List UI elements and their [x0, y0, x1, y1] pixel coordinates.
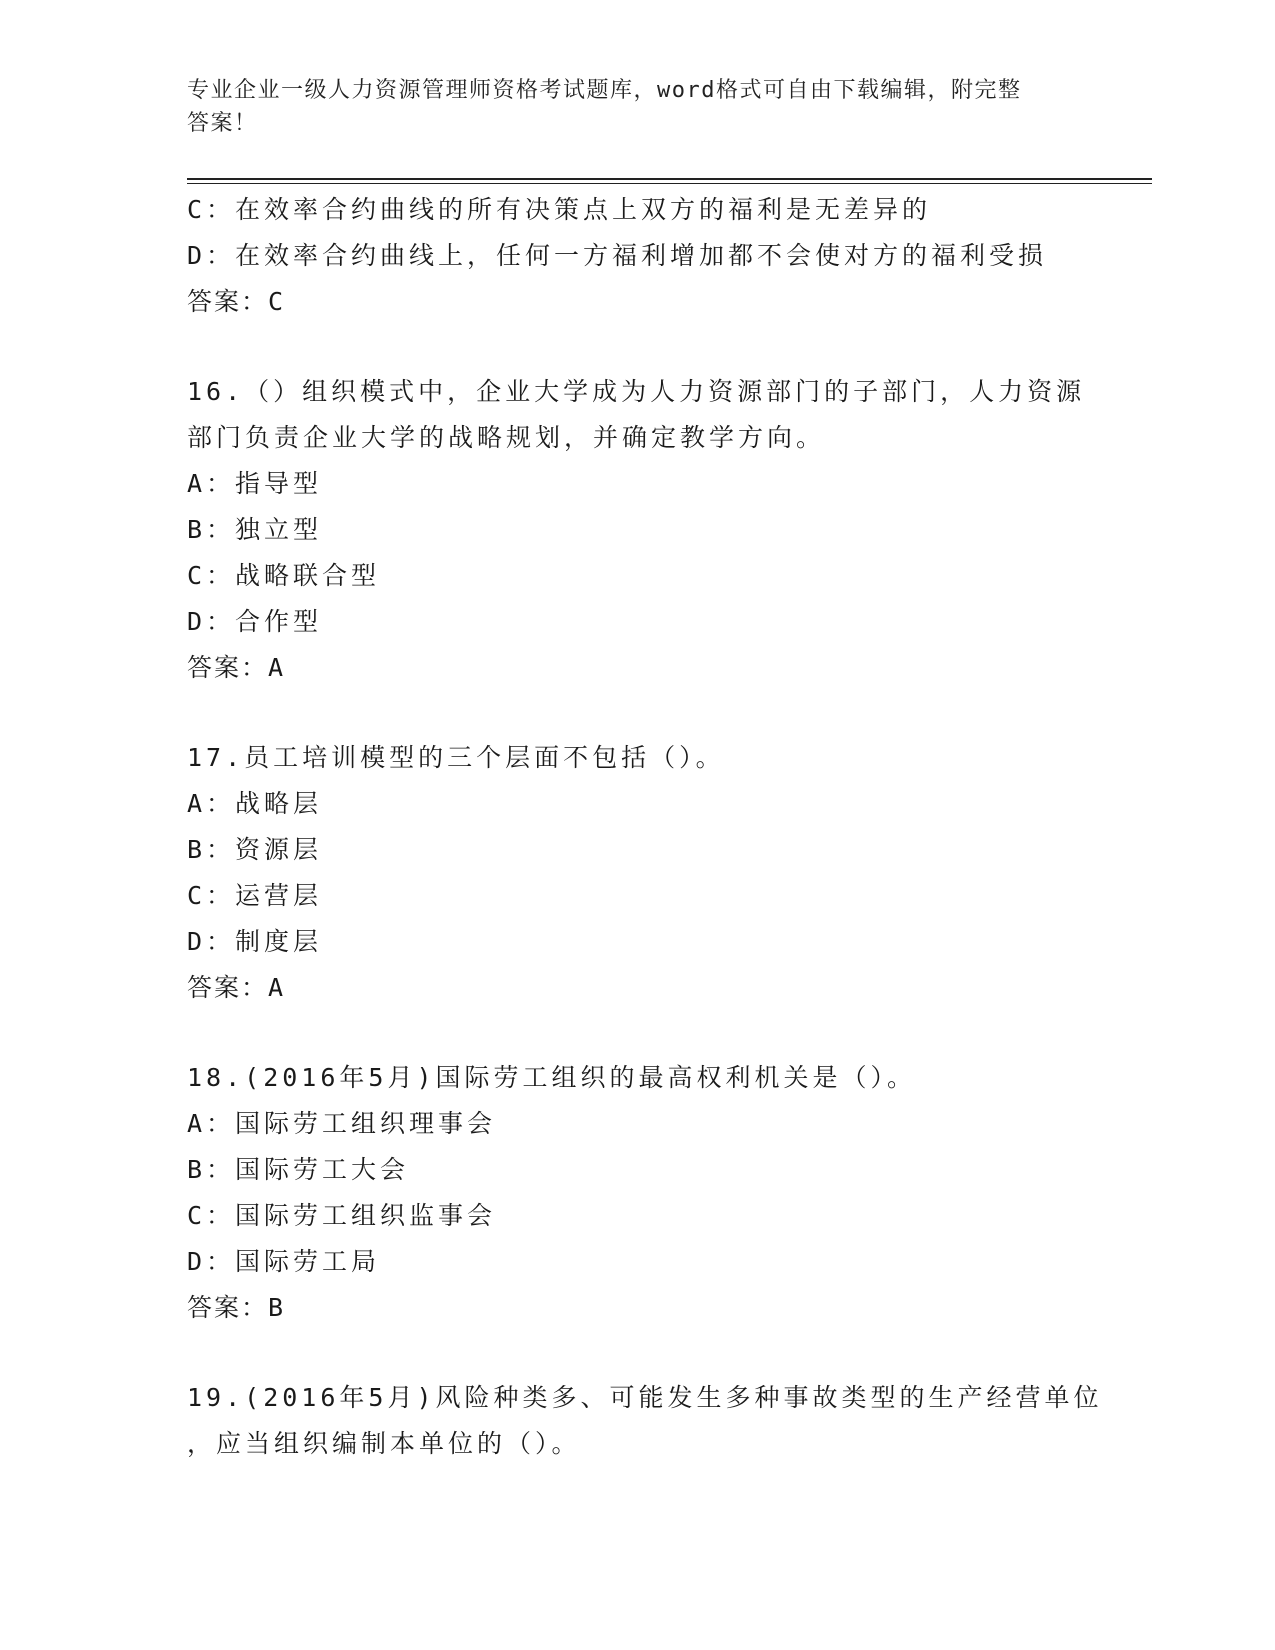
answer-line: 答案：A: [187, 973, 286, 1002]
option-c: C：国际劳工组织监事会: [187, 1201, 497, 1230]
option-d: D：国际劳工局: [187, 1247, 381, 1276]
option-b: B：资源层: [187, 835, 323, 864]
question-text-line: 部门负责企业大学的战略规划，并确定教学方向。: [187, 423, 826, 452]
header-line-2: 答案！: [187, 111, 258, 136]
header-rule-thick: [187, 178, 1152, 180]
option-d: D：合作型: [187, 607, 323, 636]
question-17: [187, 735, 1087, 1011]
option-c: C：运营层: [187, 881, 323, 910]
question-text-line: 18.(2016年5月)国际劳工组织的最高权利机关是（）。: [187, 1063, 917, 1092]
question-19: [187, 1375, 1103, 1467]
spacer: [187, 1011, 1087, 1055]
option-c: C：战略联合型: [187, 561, 381, 590]
spacer: [187, 325, 1087, 369]
question-text-line: 16.（）组织模式中，企业大学成为人力资源部门的子部门，人力资源: [187, 377, 1086, 406]
option-d: D：制度层: [187, 927, 323, 956]
answer-line: 答案：C: [187, 287, 286, 316]
option-b: B：国际劳工大会: [187, 1155, 410, 1184]
answer-line: 答案：B: [187, 1293, 286, 1322]
question-18: [187, 1055, 1087, 1331]
spacer: [187, 691, 1087, 735]
option-a: A：战略层: [187, 789, 323, 818]
question-16: [187, 369, 1087, 691]
option-c: C：在效率合约曲线的所有决策点上双方的福利是无差异的: [187, 195, 932, 224]
header-rule-thin: [187, 183, 1152, 184]
option-a: A：指导型: [187, 469, 323, 498]
option-b: B：独立型: [187, 515, 323, 544]
question-text-line: ，应当组织编制本单位的（）。: [187, 1429, 581, 1458]
option-a: A：国际劳工组织理事会: [187, 1109, 497, 1138]
question-text-line: 17.员工培训模型的三个层面不包括（）。: [187, 743, 725, 772]
question-text-line: 19.(2016年5月)风险种类多、可能发生多种事故类型的生产经营单位: [187, 1383, 1103, 1412]
answer-line: 答案：A: [187, 653, 286, 682]
page-header: [187, 74, 1087, 140]
question-content: [187, 187, 1103, 1467]
header-line-1: 专业企业一级人力资源管理师资格考试题库，word格式可自由下载编辑，附完整: [187, 78, 1022, 103]
previous-question-tail: [187, 187, 1087, 325]
option-d: D：在效率合约曲线上，任何一方福利增加都不会使对方的福利受损: [187, 241, 1048, 270]
spacer: [187, 1331, 1087, 1375]
